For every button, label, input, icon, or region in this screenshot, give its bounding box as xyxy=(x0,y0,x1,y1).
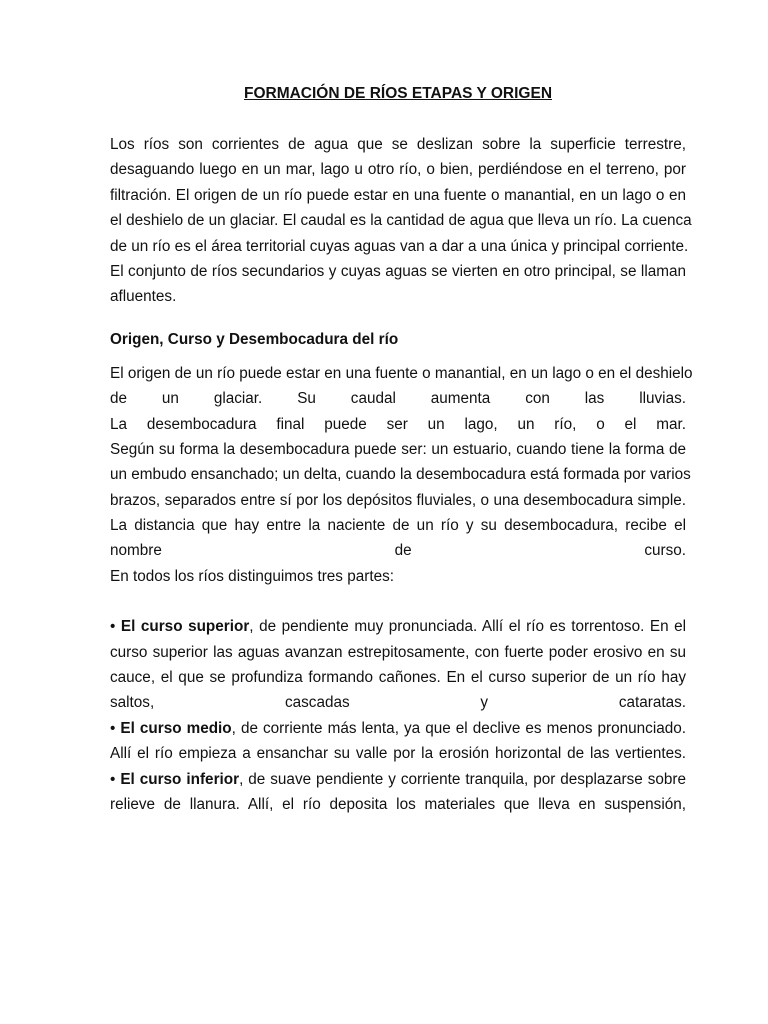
section-paragraph xyxy=(110,361,693,590)
section-line: un embudo ensanchado; un delta, cuando la desembocadura está formada por varios xyxy=(110,466,691,484)
section-heading: Origen, Curso y Desembocadura del río xyxy=(110,330,399,348)
intro-line: afluentes. xyxy=(110,288,177,306)
bullet: • xyxy=(110,770,121,788)
list-item-line: cauce, el que se profundiza formando cañones. En el curso superior de un río hay xyxy=(110,669,686,687)
section-line: de un glaciar. Su caudal aumenta con las lluvias. xyxy=(110,390,686,408)
list-item-superior: • El curso superior, de pendiente muy pronunciada. Allí el río es torrentoso. En el xyxy=(110,618,687,636)
section-line: brazos, separados entre sí por los depósitos fluviales, o una desembocadura simple. xyxy=(110,491,686,509)
intro-line: el deshielo de un glaciar. El caudal es la cantidad de agua que lleva un río. La cuenca xyxy=(110,212,692,230)
section-line: Según su forma la desembocadura puede ser: un estuario, cuando tiene la forma de xyxy=(110,440,686,458)
intro-line: El conjunto de ríos secundarios y cuyas aguas se vierten en otro principal, se llaman xyxy=(110,262,686,280)
list-item-line: relieve de llanura. Allí, el río deposita los materiales que lleva en suspensión, xyxy=(110,795,686,813)
section-line: En todos los ríos distinguimos tres partes: xyxy=(110,567,394,585)
term-curso-medio: El curso medio xyxy=(120,719,232,737)
section-line: El origen de un río puede estar en una fuente o manantial, en un lago o en el deshielo xyxy=(110,364,693,382)
document-page xyxy=(110,84,693,817)
list-item-line: curso superior las aguas avanzan estrepitosamente, con fuerte poder erosivo en su xyxy=(110,643,686,661)
intro-line: desaguando luego en un mar, lago u otro río, o bien, perdiéndose en el terreno, por xyxy=(110,161,686,179)
intro-paragraph xyxy=(110,132,692,310)
list-item-inferior: • El curso inferior, de suave pendiente y corriente tranquila, por desplazarse sobre xyxy=(110,770,687,788)
parts-list xyxy=(110,614,686,817)
intro-line: de un río es el área territorial cuyas aguas van a dar a una única y principal corriente. xyxy=(110,237,689,255)
section-line: La distancia que hay entre la naciente de un río y su desembocadura, recibe el xyxy=(110,517,686,535)
intro-line: Los ríos son corrientes de agua que se deslizan sobre la superficie terrestre, xyxy=(110,136,686,153)
section-line: La desembocadura final puede ser un lago, un río, o el mar. xyxy=(110,415,686,433)
term-curso-superior: El curso superior xyxy=(120,618,250,636)
list-item-line: Allí el río empieza a ensanchar su valle por la erosión horizontal de las vertientes. xyxy=(110,745,686,763)
document-title: FORMACIÓN DE RÍOS ETAPAS Y ORIGEN xyxy=(243,85,553,102)
term-curso-inferior: El curso inferior xyxy=(120,770,240,788)
bullet: • xyxy=(110,618,121,636)
intro-line: filtración. El origen de un río puede estar en una fuente o manantial, en un lago o en xyxy=(110,186,686,204)
section-line: nombre de curso. xyxy=(110,542,686,560)
bullet: • xyxy=(110,719,121,737)
list-item-medio: • El curso medio, de corriente más lenta, ya que el declive es menos pronunciado. xyxy=(110,719,686,737)
list-item-line: saltos, cascadas y cataratas. xyxy=(110,694,686,712)
